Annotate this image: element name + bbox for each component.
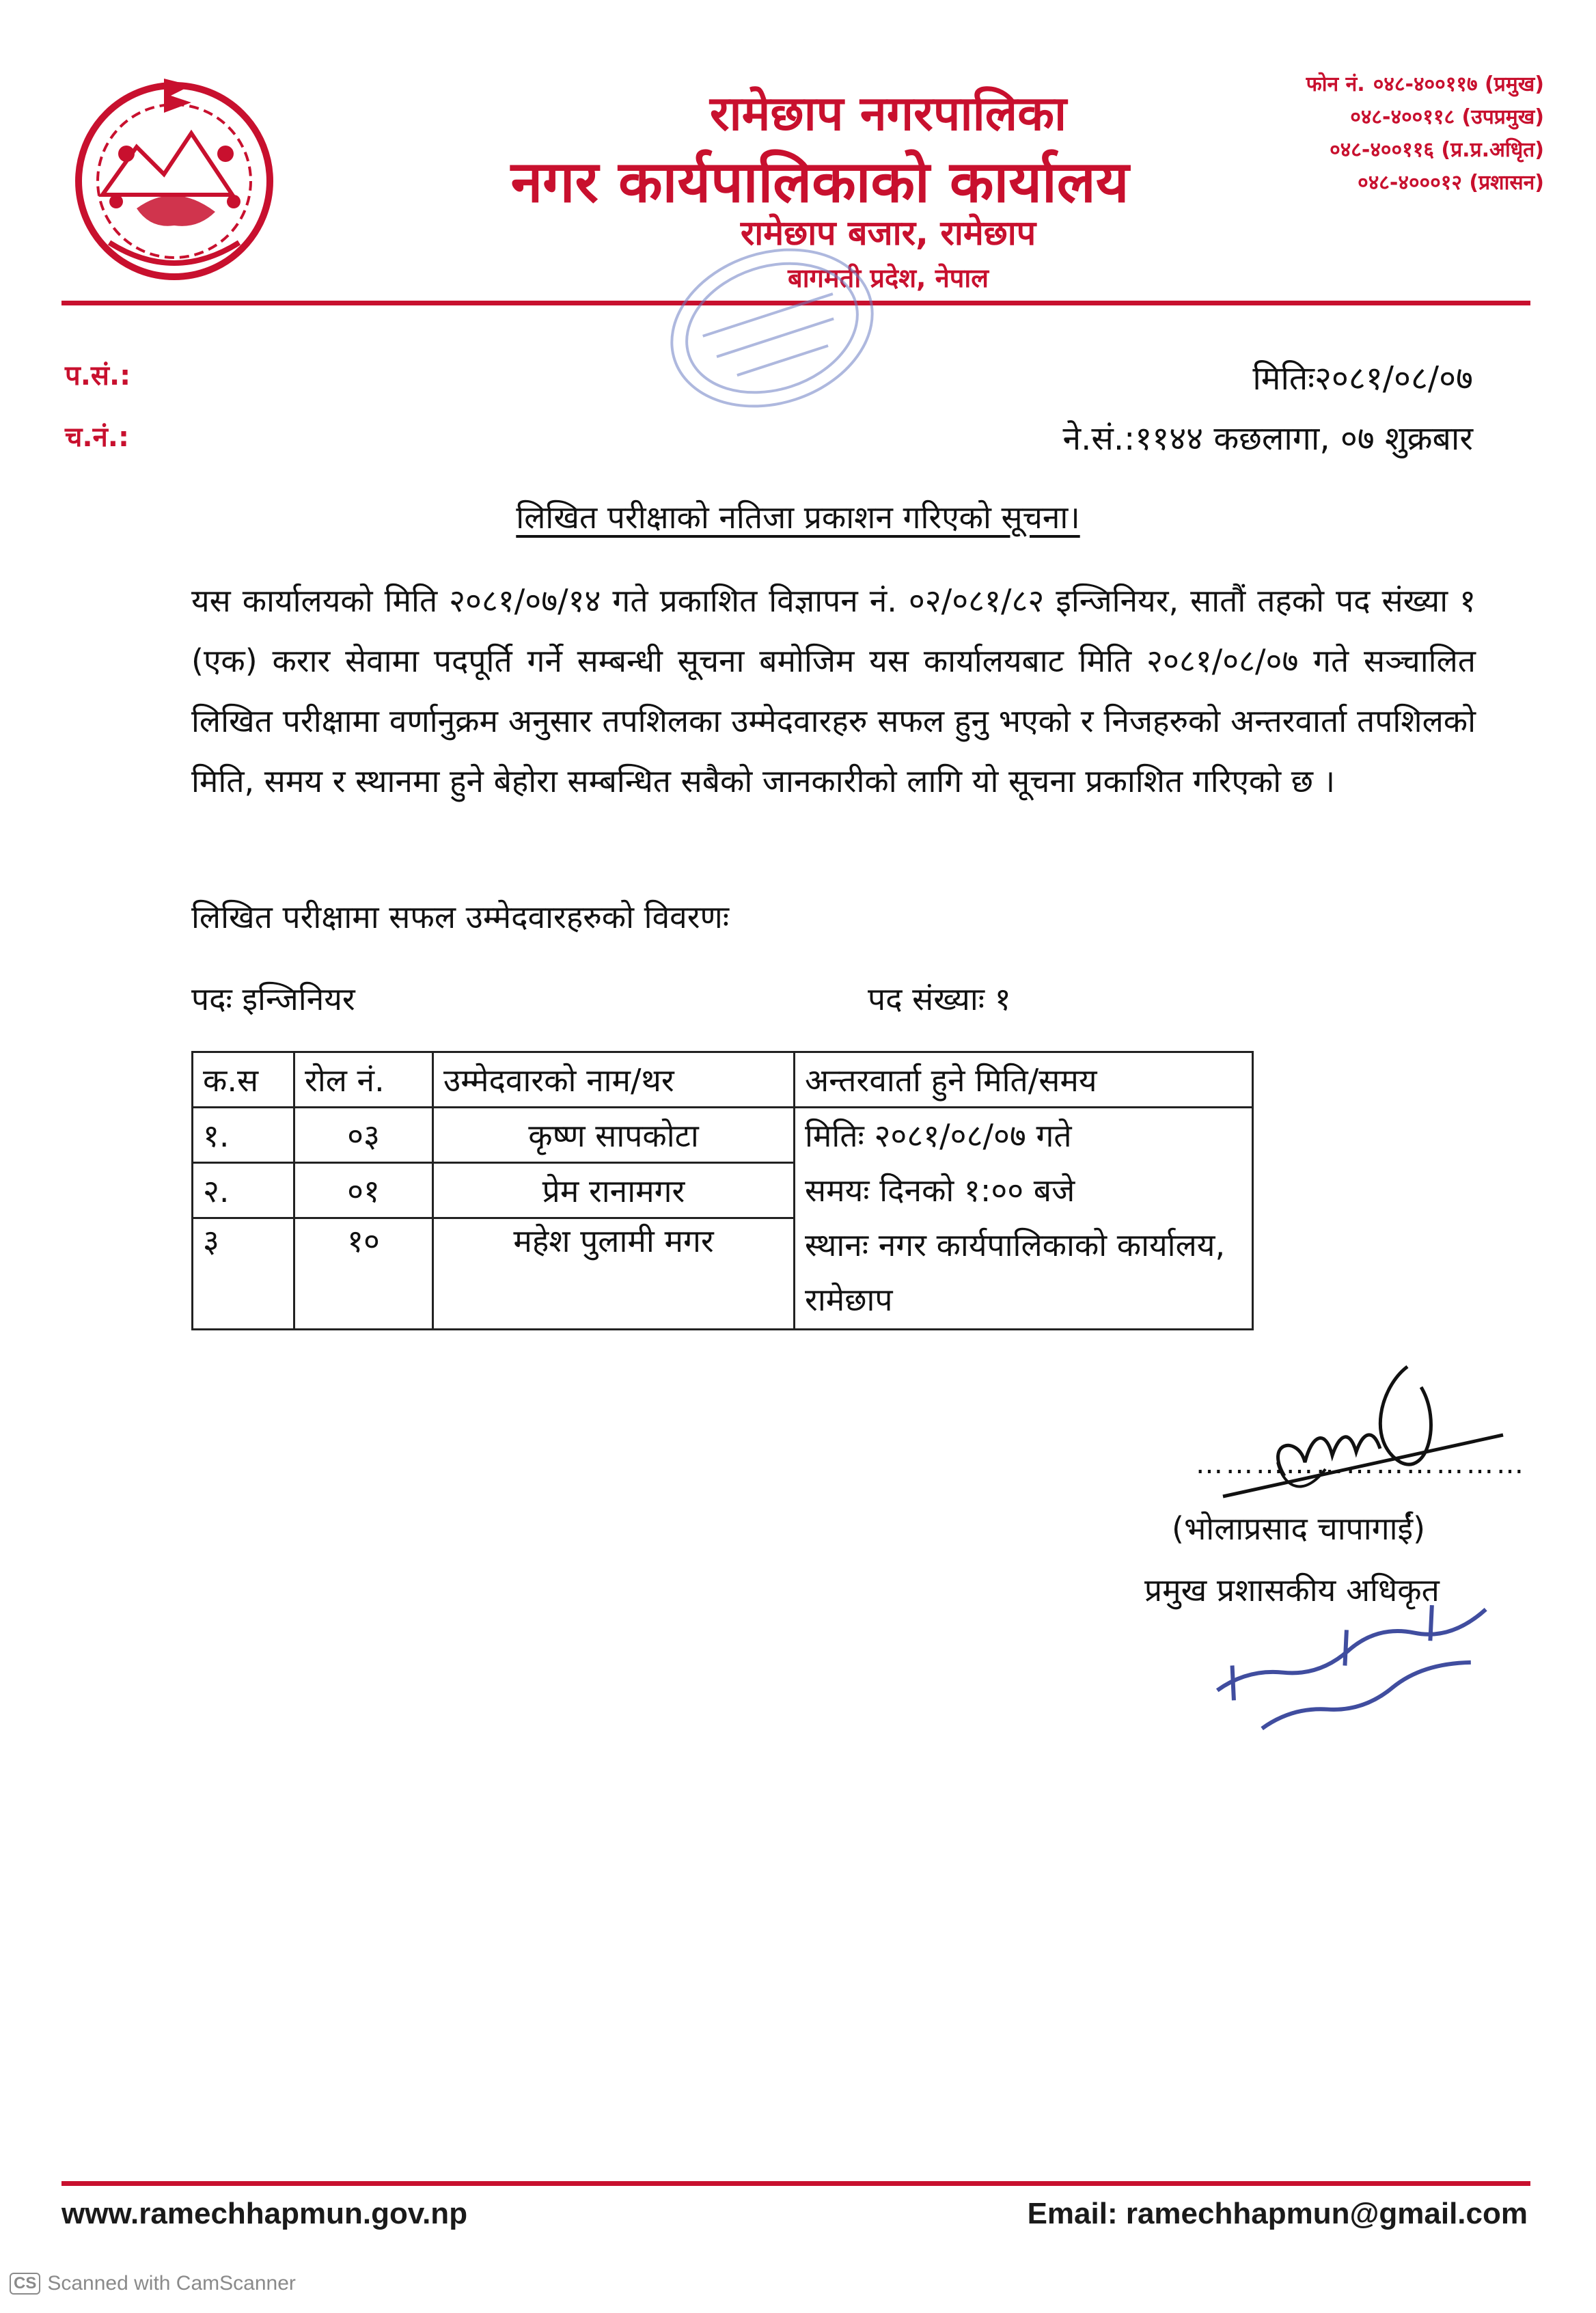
phone-number: ०४८-४०००१२ bbox=[1358, 171, 1462, 195]
office-title: नगर कार्यपालिकाको कार्यालय bbox=[510, 148, 1129, 215]
office-address: रामेछाप बजार, रामेछाप bbox=[740, 213, 1036, 253]
cell-name: महेश पुलामी मगर bbox=[433, 1218, 795, 1330]
patra-sankhya-label: प.सं.: bbox=[65, 360, 131, 392]
phone-row bbox=[1189, 167, 1544, 200]
phone-row bbox=[1189, 68, 1544, 101]
cell-roll: १० bbox=[294, 1218, 433, 1330]
header-interview: अन्तरवार्ता हुने मिति/समय bbox=[795, 1052, 1253, 1108]
cell-name: कृष्ण सापकोटा bbox=[433, 1108, 795, 1163]
notice-title bbox=[0, 495, 1596, 538]
notice-title-text: लिखित परीक्षाको नतिजा प्रकाशन गरिएको सूचना। bbox=[516, 499, 1080, 536]
header-roll: रोल नं. bbox=[294, 1052, 433, 1108]
success-heading: लिखित परीक्षामा सफल उम्मेदवारहरुको विवरणः bbox=[191, 899, 730, 935]
phone-row bbox=[1189, 134, 1544, 167]
phone-role: (प्रमुख) bbox=[1485, 72, 1544, 96]
footer-divider bbox=[61, 2181, 1530, 2186]
phone-role: (प्रशासन) bbox=[1469, 171, 1544, 195]
chalani-number-label: च.नं.: bbox=[65, 422, 129, 453]
office-stamp bbox=[642, 225, 902, 430]
phone-list bbox=[1189, 68, 1544, 200]
phone-role: (उपप्रमुख) bbox=[1461, 105, 1544, 129]
header-sn: क.स bbox=[193, 1052, 294, 1108]
email-link[interactable]: Email: ramechhapmun@gmail.com bbox=[1027, 2197, 1528, 2230]
post-label: पदः इन्जिनियर bbox=[191, 981, 355, 1017]
cell-name: प्रेम रानामगर bbox=[433, 1163, 795, 1218]
nepal-government-emblem-icon bbox=[61, 65, 287, 290]
table-row bbox=[193, 1108, 1253, 1163]
scanner-text: Scanned with CamScanner bbox=[47, 2272, 296, 2295]
cell-roll: ०३ bbox=[294, 1108, 433, 1163]
notice-date: मितिः२०८१/०८/०७ bbox=[1252, 359, 1473, 398]
cell-roll: ०१ bbox=[294, 1163, 433, 1218]
officer-stamp bbox=[1209, 1592, 1524, 1742]
header-name: उम्मेदवारको नाम/थर bbox=[433, 1052, 795, 1108]
interview-date: मितिः २०८१/०८/०७ गते bbox=[805, 1117, 1072, 1154]
officer-name: (भोलाप्रसाद चापागाईं) bbox=[1172, 1510, 1426, 1547]
cell-sn: १. bbox=[193, 1108, 294, 1163]
signature-line: …………………………… bbox=[1196, 1449, 1526, 1480]
website-link[interactable]: www.ramechhapmun.gov.np bbox=[61, 2197, 468, 2230]
cell-sn: ३ bbox=[193, 1218, 294, 1330]
phone-role: (प्र.प्र.अधिृत) bbox=[1441, 138, 1544, 162]
phone-number: ०४८-४००११७ bbox=[1373, 72, 1478, 96]
phone-number: ०४८-४००११८ bbox=[1350, 105, 1455, 129]
notice-body: यस कार्यालयको मिति २०८१/०७/१४ गते प्रकाशित विज्ञापन नं. ०२/०८१/८२ इन्जिनियर, सातौं तहको पद संख्या १ (एक) करार सेवामा पदपूर्ति गर्ने सम्बन्धी सूचना बमोजिम यस कार्यालयबाट मिति २०८१/०८/०७ गते सञ्चालित लिखित परीक्षामा वर्णानुक्रम अनुसार तपशिलका उम्मेदवारहरु सफल हुनु भएको र निजहरुको अन्तरवार्ता तपशिलको मिति, समय र स्थानमा हुने बेहोरा सम्बन्धित सबैको जानकारीको लागि यो सूचना प्रकाशित गरिएको छ । bbox=[191, 582, 1476, 799]
table-header-row bbox=[193, 1052, 1253, 1108]
office-name: रामेछाप नगरपालिका bbox=[709, 85, 1067, 141]
cell-sn: २. bbox=[193, 1163, 294, 1218]
post-count: पद संख्याः १ bbox=[868, 981, 1011, 1017]
camscanner-icon: CS bbox=[10, 2273, 40, 2295]
interview-details bbox=[795, 1108, 1253, 1330]
result-table bbox=[191, 1051, 1254, 1330]
scanner-watermark bbox=[10, 2272, 296, 2295]
officer-post: प्रमुख प्रशासकीय अधिकृत bbox=[1144, 1572, 1440, 1609]
office-province: बागमती प्रदेश, नेपाल bbox=[788, 263, 989, 293]
phone-label: फोन नं. bbox=[1306, 72, 1365, 96]
nepal-sambat-date: ने.सं.:११४४ कछलागा, ०७ शुक्रबार bbox=[1062, 420, 1473, 458]
phone-row bbox=[1189, 101, 1544, 134]
interview-time: समयः दिनको १:०० बजे bbox=[805, 1172, 1075, 1209]
interview-place: स्थानः नगर कार्यपालिकाको कार्यालय, रामेछाप bbox=[805, 1227, 1226, 1318]
phone-number: ०४८-४००११६ bbox=[1330, 138, 1434, 162]
